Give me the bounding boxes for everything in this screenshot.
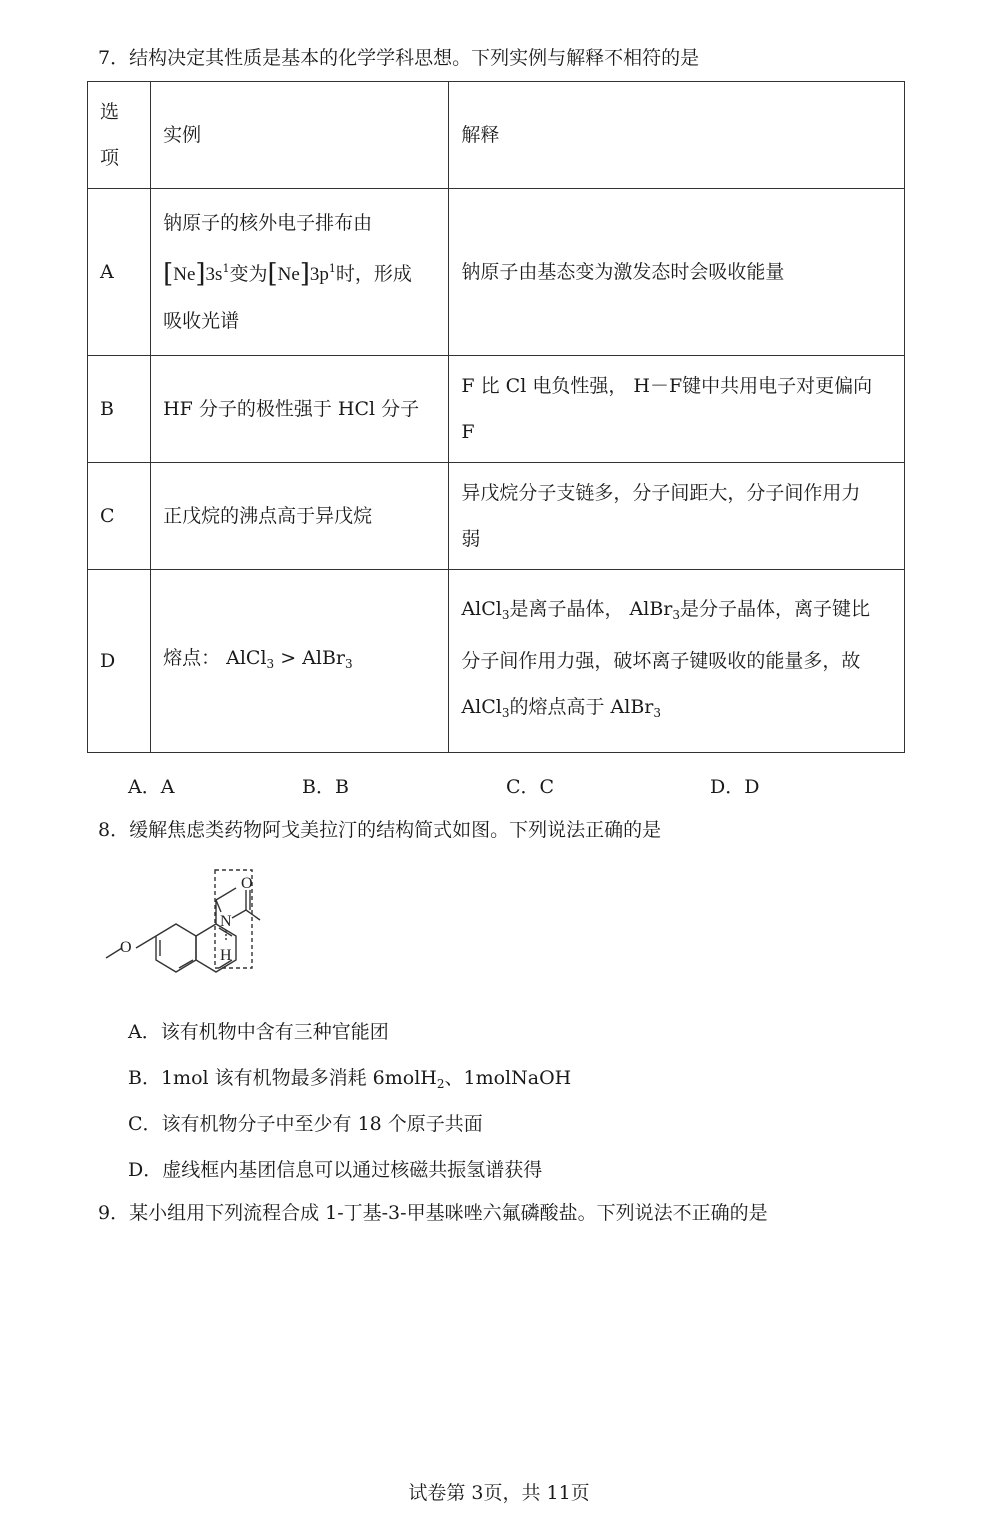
q8-option-a[interactable]: A．该有机物中含有三种官能团 (128, 1021, 389, 1043)
subscript: 3 (501, 608, 510, 622)
q7-stem: 7．结构决定其性质是基本的化学学科思想。下列实例与解释不相符的是 (98, 47, 700, 69)
header-explanation: 解释 (449, 82, 905, 189)
atom-o-carbonyl: O (241, 875, 253, 892)
atom-h: H (220, 947, 232, 964)
text: 的熔点高于 AlBr (509, 696, 654, 718)
q9-stem: 9．某小组用下列流程合成 1-丁基-3-甲基咪唑六氟磷酸盐。下列说法不正确的是 (98, 1202, 768, 1224)
element-symbol: Ne (173, 264, 196, 285)
subscript: 3 (653, 706, 662, 720)
subscript: 3 (266, 657, 275, 671)
q7-choice-b[interactable]: B．B (302, 776, 349, 798)
bond (216, 888, 236, 900)
q8-stem: 8．缓解焦虑类药物阿戈美拉汀的结构简式如图。下列说法正确的是 (98, 819, 662, 841)
row-example (151, 189, 449, 356)
orbital: 3s (205, 264, 223, 285)
text: B．1mol 该有机物最多消耗 6molH (128, 1067, 437, 1089)
q7-choice-a[interactable]: A．A (128, 776, 175, 798)
row-explanation: 钠原子由基态变为激发态时会吸收能量 (449, 189, 905, 356)
row-label: C (88, 463, 151, 570)
explanation-line: 异戊烷分子支链多，分子间距大，分子间作用力 (461, 482, 861, 504)
agomelatine-structure (100, 866, 270, 996)
explanation-line: F 比 Cl 电负性强， H－F键中共用电子对更偏向 (461, 375, 873, 397)
bracket: ] (299, 259, 310, 289)
superscript: 1 (222, 262, 230, 275)
explanation-line: 分子间作用力强，破坏离子键吸收的能量多，故 (461, 650, 861, 672)
bond (216, 900, 221, 912)
explanation-line: 弱 (461, 528, 481, 550)
row-example: 正戊烷的沸点高于异戊烷 (151, 463, 449, 570)
q7-choice-d[interactable]: D．D (710, 776, 760, 798)
text: 变为 (229, 263, 268, 285)
row-explanation (449, 463, 905, 570)
bond (246, 910, 260, 920)
explanation-line: F (461, 421, 475, 443)
page-footer: 试卷第 3页，共 11页 (408, 1482, 590, 1504)
example-line: 吸收光谱 (163, 310, 240, 332)
ring-left (156, 924, 196, 972)
explanation-line (461, 586, 892, 638)
q8-option-c[interactable]: C．该有机物分子中至少有 18 个原子共面 (128, 1113, 483, 1135)
table-header-row (88, 82, 905, 189)
q7-table (87, 81, 905, 753)
header-option-line2: 项 (100, 147, 120, 169)
bracket: [ (163, 259, 174, 289)
text: AlCl (461, 696, 502, 718)
example-line (163, 246, 436, 298)
q7-choice-c[interactable]: C．C (506, 776, 555, 798)
subscript: 3 (501, 706, 510, 720)
text: > AlBr (274, 647, 345, 669)
text: AlCl (461, 598, 502, 620)
bond (232, 910, 246, 918)
header-example: 实例 (151, 82, 449, 189)
bracket: [ (267, 259, 278, 289)
text: 是离子晶体， AlBr (509, 598, 673, 620)
bond (218, 888, 236, 910)
text: 是分子晶体，离子键比 (680, 598, 871, 620)
text: 时，形成 (335, 263, 412, 285)
row-label: D (88, 570, 151, 753)
table-row (88, 463, 905, 570)
q8-option-d[interactable]: D．虚线框内基团信息可以通过核磁共振氢谱获得 (128, 1159, 543, 1181)
row-example (151, 570, 449, 753)
table-row (88, 356, 905, 463)
row-label: B (88, 356, 151, 463)
explanation-line (461, 684, 892, 736)
subscript: 3 (345, 657, 353, 671)
header-option-line1: 选 (100, 101, 120, 123)
subscript: 3 (672, 608, 681, 622)
atom-o-ether: O (120, 939, 132, 956)
row-explanation (449, 570, 905, 753)
header-option (88, 82, 151, 189)
q8-option-b[interactable] (128, 1063, 571, 1091)
superscript: 1 (328, 262, 336, 275)
row-explanation (449, 356, 905, 463)
example-line: 钠原子的核外电子排布由 (163, 212, 373, 234)
orbital: 3p (309, 264, 329, 285)
subscript: 2 (436, 1077, 445, 1091)
text: 、1molNaOH (444, 1067, 572, 1089)
atom-n: N (220, 913, 232, 930)
bracket: ] (195, 259, 206, 289)
row-label: A (88, 189, 151, 356)
table-row (88, 570, 905, 753)
table-row (88, 189, 905, 356)
text: 熔点： AlCl (163, 647, 267, 669)
row-example: HF 分子的极性强于 HCl 分子 (151, 356, 449, 463)
bond (136, 936, 156, 948)
element-symbol: Ne (277, 264, 300, 285)
